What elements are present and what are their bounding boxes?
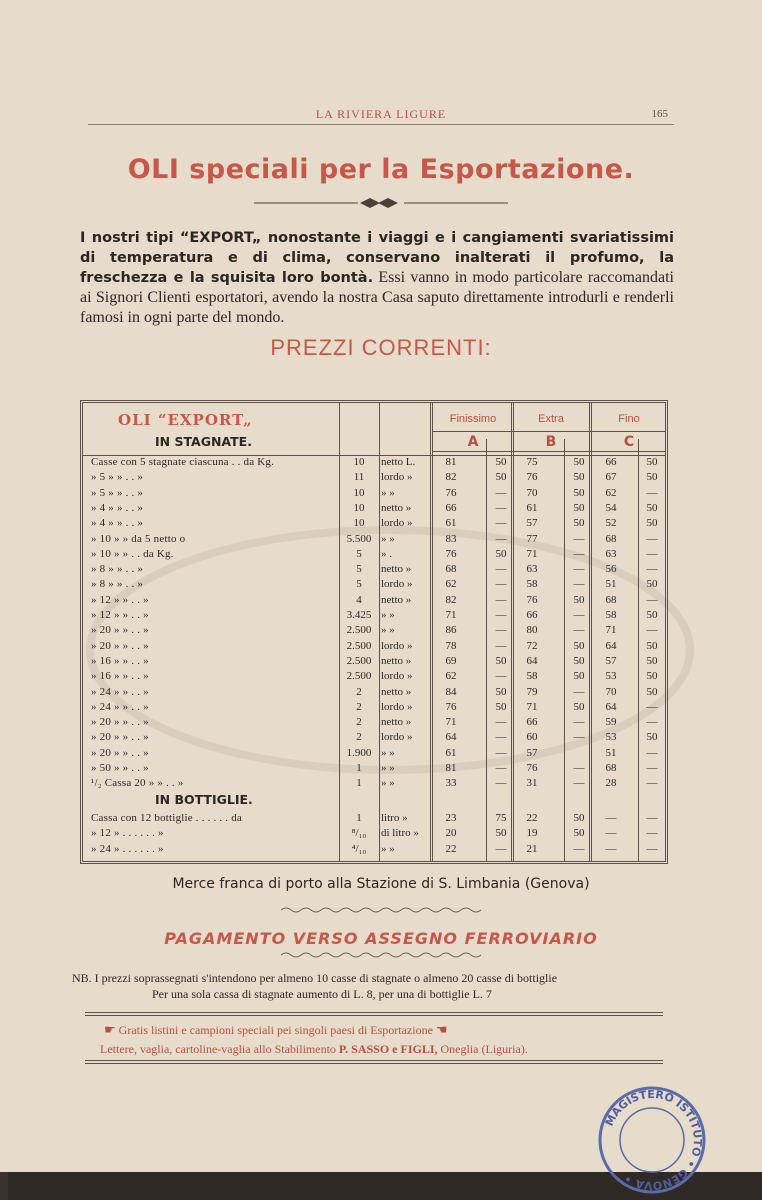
price-a-lire: 82 bbox=[445, 471, 457, 484]
price-a-cent: — bbox=[495, 593, 507, 606]
price-c-lire: — bbox=[605, 842, 617, 855]
price-a-lire: 81 bbox=[445, 456, 457, 468]
price-a-lire: 81 bbox=[445, 762, 457, 774]
price-b-cent: 50 bbox=[573, 517, 585, 530]
row-qty: 3.425 bbox=[346, 609, 372, 621]
price-a-lire: 76 bbox=[445, 486, 457, 499]
price-b-lire: 76 bbox=[526, 471, 538, 484]
row-qty: 1 bbox=[356, 777, 362, 790]
price-c-lire: 62 bbox=[605, 486, 617, 499]
price-b-cent: 50 bbox=[573, 593, 585, 606]
svg-text:MAGISTERO ISTITUTO • GENOVA •: MAGISTERO ISTITUTO • GENOVA • bbox=[602, 1087, 705, 1193]
price-b-cent: 50 bbox=[573, 456, 585, 468]
price-b-lire: 71 bbox=[526, 700, 538, 713]
table-row bbox=[83, 812, 665, 827]
shipping-note: Merce franca di porto alla Stazione di S. Limbania (Genova) bbox=[172, 876, 590, 892]
price-c-lire: 68 bbox=[605, 762, 617, 774]
price-c-lire: 70 bbox=[605, 685, 617, 698]
row-desc: » 5 » » . . » bbox=[91, 471, 144, 484]
page-number: 165 bbox=[651, 108, 668, 120]
row-qty: ⁴/₁₀ bbox=[351, 842, 367, 855]
intro-rest: Essi vanno in modo particolare raccomandati ai Signori Clienti esportatori, avendo la nostra Casa saputo direttamente introdurli e renderli famosi in ogni parte del mondo. bbox=[80, 269, 674, 326]
price-c-cent: — bbox=[646, 563, 658, 576]
price-c-lire: 66 bbox=[605, 456, 617, 468]
section-stagnate-label: IN STAGNATE. bbox=[155, 434, 252, 449]
price-a-lire: 22 bbox=[445, 842, 457, 855]
price-c-cent: — bbox=[646, 624, 658, 637]
price-c-lire: 51 bbox=[605, 578, 617, 591]
row-desc: Cassa con 12 bottiglie . . . . . . da bbox=[91, 812, 242, 824]
address-line bbox=[100, 1040, 664, 1058]
price-a-cent: — bbox=[495, 639, 507, 652]
price-b-cent: — bbox=[573, 624, 585, 637]
row-qty: 2.500 bbox=[346, 654, 372, 667]
table-row bbox=[83, 471, 665, 486]
price-c-lire: 67 bbox=[605, 471, 617, 484]
row-desc: » 16 » » . . » bbox=[91, 670, 149, 683]
row-unit: » » bbox=[381, 532, 395, 545]
price-c-lire: 52 bbox=[605, 517, 617, 530]
running-head bbox=[88, 103, 674, 125]
row-desc: » 12 » » . . » bbox=[91, 609, 149, 621]
price-b-cent: 50 bbox=[573, 670, 585, 683]
price-c-cent: — bbox=[646, 547, 658, 560]
row-qty: 10 bbox=[353, 501, 365, 514]
price-b-cent: — bbox=[573, 609, 585, 621]
price-c-lire: 54 bbox=[605, 501, 617, 514]
table-row bbox=[83, 843, 665, 858]
price-table bbox=[80, 400, 668, 864]
section-bottiglie-label: IN BOTTIGLIE. bbox=[155, 792, 253, 807]
price-a-cent: 50 bbox=[495, 827, 507, 840]
price-c-lire: 64 bbox=[605, 639, 617, 652]
price-c-cent: 50 bbox=[646, 609, 658, 621]
price-c-cent: 50 bbox=[646, 578, 658, 591]
row-unit: » » bbox=[381, 486, 395, 499]
price-c-cent: — bbox=[646, 777, 658, 790]
price-a-lire: 23 bbox=[445, 812, 457, 824]
price-b-lire: 80 bbox=[526, 624, 538, 637]
price-b-cent: 50 bbox=[573, 812, 585, 824]
row-desc: » 20 » » . . » bbox=[91, 731, 149, 744]
row-qty: 5 bbox=[356, 578, 362, 591]
intro-lead: I nostri tipi “EXPORT„ nonostante i viaggi e i cangiamenti svariatissimi di temperatura e di clima, conservano inalterati il profumo, la freschezza e la squisita loro bontà. bbox=[80, 230, 674, 286]
row-unit: » » bbox=[381, 609, 395, 621]
table-row bbox=[83, 548, 665, 563]
row-unit: netto » bbox=[381, 685, 412, 698]
payment-note: PAGAMENTO VERSO ASSEGNO FERROVIARIO bbox=[164, 929, 598, 948]
price-c-cent: 50 bbox=[646, 685, 658, 698]
table-title: OLI “EXPORT„ bbox=[118, 411, 253, 429]
price-b-cent: — bbox=[573, 762, 585, 774]
table-row bbox=[83, 487, 665, 502]
price-a-cent: — bbox=[495, 746, 507, 759]
price-c-lire: 58 bbox=[605, 609, 617, 621]
row-desc: » 4 » » . . » bbox=[91, 501, 144, 514]
price-b-cent: — bbox=[573, 842, 585, 855]
row-desc: » 24 » . . . . . . » bbox=[91, 842, 164, 855]
row-qty: 10 bbox=[353, 486, 365, 499]
row-qty: 2 bbox=[356, 731, 362, 744]
row-unit: » » bbox=[381, 746, 395, 759]
price-c-cent: 50 bbox=[646, 517, 658, 530]
row-desc: » 20 » » . . » bbox=[91, 639, 149, 652]
nb-line-1: NB. I prezzi soprassegnati s'intendono per almeno 10 casse di stagnate o almeno 20 casse di bottiglie bbox=[72, 971, 558, 985]
row-desc: Casse con 5 stagnate ciascuna . . da Kg. bbox=[91, 456, 275, 468]
pointing-hand-icon: ☛ bbox=[104, 1023, 116, 1038]
price-a-cent: — bbox=[495, 486, 507, 499]
prezzi-correnti-title: PREZZI CORRENTI: bbox=[270, 335, 492, 360]
row-qty: 5 bbox=[356, 547, 362, 560]
price-a-lire: 61 bbox=[445, 746, 457, 759]
table-rule bbox=[432, 451, 665, 452]
row-desc: » 50 » » . . » bbox=[91, 762, 149, 774]
price-c-cent: — bbox=[646, 716, 658, 729]
price-b-lire: 76 bbox=[526, 762, 538, 774]
grade-c-letter: C bbox=[623, 434, 635, 450]
row-qty: 2 bbox=[356, 716, 362, 729]
row-unit: netto » bbox=[381, 501, 412, 514]
price-a-cent: — bbox=[495, 762, 507, 774]
price-b-lire: 75 bbox=[526, 456, 538, 468]
price-b-cent: — bbox=[573, 547, 585, 560]
row-qty: 1 bbox=[356, 762, 362, 774]
price-a-cent: — bbox=[495, 517, 507, 530]
price-b-cent: 50 bbox=[573, 827, 585, 840]
price-a-cent: — bbox=[495, 532, 507, 545]
table-row bbox=[83, 640, 665, 655]
price-a-lire: 33 bbox=[445, 777, 457, 790]
row-desc: » 12 » » . . » bbox=[91, 593, 149, 606]
price-c-lire: 64 bbox=[605, 700, 617, 713]
price-a-cent: 50 bbox=[495, 471, 507, 484]
price-a-cent: 50 bbox=[495, 654, 507, 667]
price-c-lire: 53 bbox=[605, 731, 617, 744]
price-a-lire: 20 bbox=[445, 827, 457, 840]
grade-a-name: Finissimo bbox=[449, 413, 497, 425]
price-c-lire: 56 bbox=[605, 563, 617, 576]
price-b-lire: 61 bbox=[526, 501, 538, 514]
price-a-lire: 69 bbox=[445, 654, 457, 667]
price-c-cent: 50 bbox=[646, 639, 658, 652]
price-c-cent: — bbox=[646, 532, 658, 545]
price-a-cent: 50 bbox=[495, 700, 507, 713]
table-row bbox=[83, 670, 665, 685]
price-a-cent: — bbox=[495, 777, 507, 790]
price-a-lire: 84 bbox=[445, 685, 457, 698]
price-a-cent: — bbox=[495, 842, 507, 855]
grade-b-letter: B bbox=[545, 434, 557, 450]
row-qty: 2 bbox=[356, 700, 362, 713]
row-unit: » » bbox=[381, 842, 395, 855]
price-a-lire: 66 bbox=[445, 501, 457, 514]
row-desc: » 16 » » . . » bbox=[91, 654, 149, 667]
row-qty: 1.900 bbox=[346, 746, 372, 759]
row-desc: » 4 » » . . » bbox=[91, 517, 144, 530]
price-c-lire: — bbox=[605, 812, 617, 824]
row-qty: 5.500 bbox=[346, 532, 372, 545]
price-b-cent: — bbox=[573, 578, 585, 591]
price-c-lire: 68 bbox=[605, 593, 617, 606]
price-a-cent: 50 bbox=[495, 685, 507, 698]
row-unit: lordo » bbox=[381, 731, 413, 744]
price-c-lire: 68 bbox=[605, 532, 617, 545]
table-row bbox=[83, 456, 665, 471]
table-row bbox=[83, 655, 665, 670]
price-b-lire: 66 bbox=[526, 609, 538, 621]
table-row bbox=[83, 731, 665, 746]
table-row bbox=[83, 517, 665, 532]
row-qty: ⁸/₁₀ bbox=[351, 827, 367, 840]
row-unit: lordo » bbox=[381, 471, 413, 484]
price-b-cent: — bbox=[573, 685, 585, 698]
price-b-cent: — bbox=[573, 731, 585, 744]
price-b-lire: 60 bbox=[526, 731, 538, 744]
price-c-cent: 50 bbox=[646, 501, 658, 514]
price-b-lire: 58 bbox=[526, 670, 538, 683]
price-c-lire: 51 bbox=[605, 746, 617, 759]
headline: OLI speciali per la Esportazione. bbox=[127, 154, 635, 185]
nb-line-2: Per una sola cassa di stagnate aumento di L. 8, per una di bottiglie L. 7 bbox=[152, 987, 492, 1001]
price-b-cent: 50 bbox=[573, 501, 585, 514]
price-b-lire: 71 bbox=[526, 547, 538, 560]
price-c-cent: 50 bbox=[646, 654, 658, 667]
grade-b-name: Extra bbox=[538, 413, 564, 425]
price-a-lire: 82 bbox=[445, 593, 457, 606]
company-city: Oneglia (Liguria). bbox=[440, 1042, 528, 1056]
price-c-cent: 50 bbox=[646, 471, 658, 484]
row-unit: netto » bbox=[381, 563, 412, 576]
row-qty: 5 bbox=[356, 563, 362, 576]
price-a-cent: — bbox=[495, 563, 507, 576]
row-desc: » 10 » » . . da Kg. bbox=[91, 547, 174, 560]
row-desc: » 24 » » . . » bbox=[91, 685, 149, 698]
row-unit: lordo » bbox=[381, 578, 413, 591]
grade-a-letter: A bbox=[467, 434, 479, 450]
price-b-lire: 70 bbox=[526, 486, 538, 499]
price-a-cent: 50 bbox=[495, 547, 507, 560]
price-c-lire: 53 bbox=[605, 670, 617, 683]
footer-notes bbox=[100, 1021, 664, 1058]
price-a-lire: 68 bbox=[445, 563, 457, 576]
price-c-cent: — bbox=[646, 842, 658, 855]
price-c-cent: 50 bbox=[646, 670, 658, 683]
row-unit: lordo » bbox=[381, 670, 413, 683]
row-desc: » 20 » » . . » bbox=[91, 624, 149, 637]
squiggle-divider bbox=[281, 951, 481, 959]
grade-c-name: Fino bbox=[618, 413, 640, 425]
price-a-lire: 86 bbox=[445, 624, 457, 637]
row-qty: 10 bbox=[353, 456, 365, 468]
price-a-lire: 78 bbox=[445, 639, 457, 652]
price-a-cent: — bbox=[495, 624, 507, 637]
row-unit: litro » bbox=[381, 812, 408, 824]
table-row bbox=[83, 594, 665, 609]
price-a-lire: 83 bbox=[445, 532, 457, 545]
price-a-cent: 50 bbox=[495, 456, 507, 468]
price-c-cent: — bbox=[646, 746, 658, 759]
row-unit: netto » bbox=[381, 593, 412, 606]
price-b-lire: 64 bbox=[526, 654, 538, 667]
price-b-lire: 22 bbox=[526, 812, 538, 824]
pointing-hand-left-icon: ☚ bbox=[435, 1023, 448, 1038]
row-desc: » 8 » » . . » bbox=[91, 578, 144, 591]
table-rule bbox=[432, 431, 665, 432]
footer-rule bbox=[85, 1012, 663, 1016]
gratis-line bbox=[104, 1021, 664, 1040]
table-row bbox=[83, 716, 665, 731]
nb-note bbox=[72, 970, 672, 1002]
price-b-lire: 79 bbox=[526, 685, 538, 698]
price-b-cent: 50 bbox=[573, 471, 585, 484]
row-unit: » » bbox=[381, 624, 395, 637]
price-a-lire: 76 bbox=[445, 700, 457, 713]
price-a-lire: 64 bbox=[445, 731, 457, 744]
price-c-cent: — bbox=[646, 762, 658, 774]
price-b-lire: 72 bbox=[526, 639, 538, 652]
price-a-cent: — bbox=[495, 716, 507, 729]
price-a-lire: 62 bbox=[445, 578, 457, 591]
price-a-lire: 71 bbox=[445, 716, 457, 729]
row-qty: 11 bbox=[353, 471, 365, 484]
row-unit: lordo » bbox=[381, 700, 413, 713]
price-b-lire: 63 bbox=[526, 563, 538, 576]
address-lead: Lettere, vaglia, cartoline-vaglia allo Stabilimento bbox=[100, 1042, 336, 1056]
row-desc: » 12 » . . . . . . » bbox=[91, 827, 164, 840]
price-a-cent: — bbox=[495, 501, 507, 514]
table-row bbox=[83, 762, 665, 777]
row-desc: » 24 » » . . » bbox=[91, 700, 149, 713]
price-c-cent: — bbox=[646, 593, 658, 606]
price-a-lire: 71 bbox=[445, 609, 457, 621]
gratis-text: Gratis listini e campioni speciali pei singoli paesi di Esportazione bbox=[118, 1023, 433, 1037]
price-c-lire: — bbox=[605, 827, 617, 840]
row-qty: 1 bbox=[356, 812, 362, 824]
table-row bbox=[83, 533, 665, 548]
table-row bbox=[83, 701, 665, 716]
price-b-lire: 21 bbox=[526, 842, 538, 855]
price-c-cent: — bbox=[646, 486, 658, 499]
price-c-lire: 57 bbox=[605, 654, 617, 667]
table-row bbox=[83, 747, 665, 762]
table-row bbox=[83, 777, 665, 792]
price-b-cent: 50 bbox=[573, 639, 585, 652]
row-unit: di litro » bbox=[381, 827, 419, 840]
row-unit: » » bbox=[381, 762, 395, 774]
price-a-cent: — bbox=[495, 731, 507, 744]
table-row bbox=[83, 827, 665, 842]
price-b-lire: 57 bbox=[526, 517, 538, 530]
price-a-lire: 62 bbox=[445, 670, 457, 683]
price-b-cent: — bbox=[573, 532, 585, 545]
table-row bbox=[83, 502, 665, 517]
row-qty: 2.500 bbox=[346, 670, 372, 683]
row-desc: » 20 » » . . » bbox=[91, 746, 149, 759]
row-qty: 2.500 bbox=[346, 639, 372, 652]
row-desc: » 8 » » . . » bbox=[91, 563, 144, 576]
price-b-lire: 66 bbox=[526, 716, 538, 729]
row-desc: » 10 » » da 5 netto o bbox=[91, 532, 186, 545]
price-a-lire: 76 bbox=[445, 547, 457, 560]
price-c-cent: — bbox=[646, 812, 658, 824]
price-c-cent: — bbox=[646, 700, 658, 713]
row-unit: » » bbox=[381, 777, 395, 790]
company-name: P. SASSO e FIGLI, bbox=[338, 1042, 438, 1056]
row-unit: lordo » bbox=[381, 639, 413, 652]
price-b-cent: 50 bbox=[573, 654, 585, 667]
row-qty: 10 bbox=[353, 517, 365, 530]
price-b-lire: 58 bbox=[526, 578, 538, 591]
price-b-lire: 19 bbox=[526, 827, 538, 840]
row-unit: netto L. bbox=[381, 456, 416, 468]
table-row bbox=[83, 609, 665, 624]
price-b-cent: — bbox=[573, 716, 585, 729]
table-row bbox=[83, 686, 665, 701]
row-qty: 2.500 bbox=[346, 624, 372, 637]
price-a-lire: 61 bbox=[445, 517, 457, 530]
price-a-cent: — bbox=[495, 609, 507, 621]
table-row bbox=[83, 563, 665, 578]
price-b-lire: 31 bbox=[526, 777, 538, 790]
row-desc: » 5 » » . . » bbox=[91, 486, 144, 499]
table-row bbox=[83, 578, 665, 593]
row-unit: netto » bbox=[381, 716, 412, 729]
price-c-lire: 63 bbox=[605, 547, 617, 560]
price-c-lire: 71 bbox=[605, 624, 617, 637]
price-a-cent: — bbox=[495, 670, 507, 683]
price-a-cent: — bbox=[495, 578, 507, 591]
row-unit: » . bbox=[381, 547, 392, 560]
intro-paragraph bbox=[80, 228, 674, 328]
footer-rule bbox=[85, 1060, 663, 1064]
price-c-lire: 59 bbox=[605, 716, 617, 729]
price-b-cent: — bbox=[573, 563, 585, 576]
library-stamp bbox=[596, 1084, 708, 1196]
price-b-cent: 50 bbox=[573, 700, 585, 713]
row-unit: lordo » bbox=[381, 517, 413, 530]
row-desc: » 20 » » . . » bbox=[91, 716, 149, 729]
running-title: LA RIVIERA LIGURE bbox=[315, 107, 447, 121]
row-desc: ¹/₂ Cassa 20 » » . . » bbox=[91, 777, 184, 790]
price-b-lire: 77 bbox=[526, 532, 538, 545]
ornament-divider bbox=[254, 196, 508, 210]
price-c-cent: 50 bbox=[646, 731, 658, 744]
price-a-cent: 75 bbox=[495, 812, 507, 824]
price-b-cent: 50 bbox=[573, 486, 585, 499]
price-b-lire: 57 bbox=[526, 746, 538, 759]
row-unit: netto » bbox=[381, 654, 412, 667]
row-qty: 4 bbox=[356, 593, 362, 606]
price-c-lire: 28 bbox=[605, 777, 617, 790]
price-c-cent: 50 bbox=[646, 456, 658, 468]
price-b-cent: — bbox=[573, 777, 585, 790]
row-qty: 2 bbox=[356, 685, 362, 698]
table-row bbox=[83, 624, 665, 639]
squiggle-divider bbox=[281, 906, 481, 914]
price-b-lire: 76 bbox=[526, 593, 538, 606]
price-c-cent: — bbox=[646, 827, 658, 840]
